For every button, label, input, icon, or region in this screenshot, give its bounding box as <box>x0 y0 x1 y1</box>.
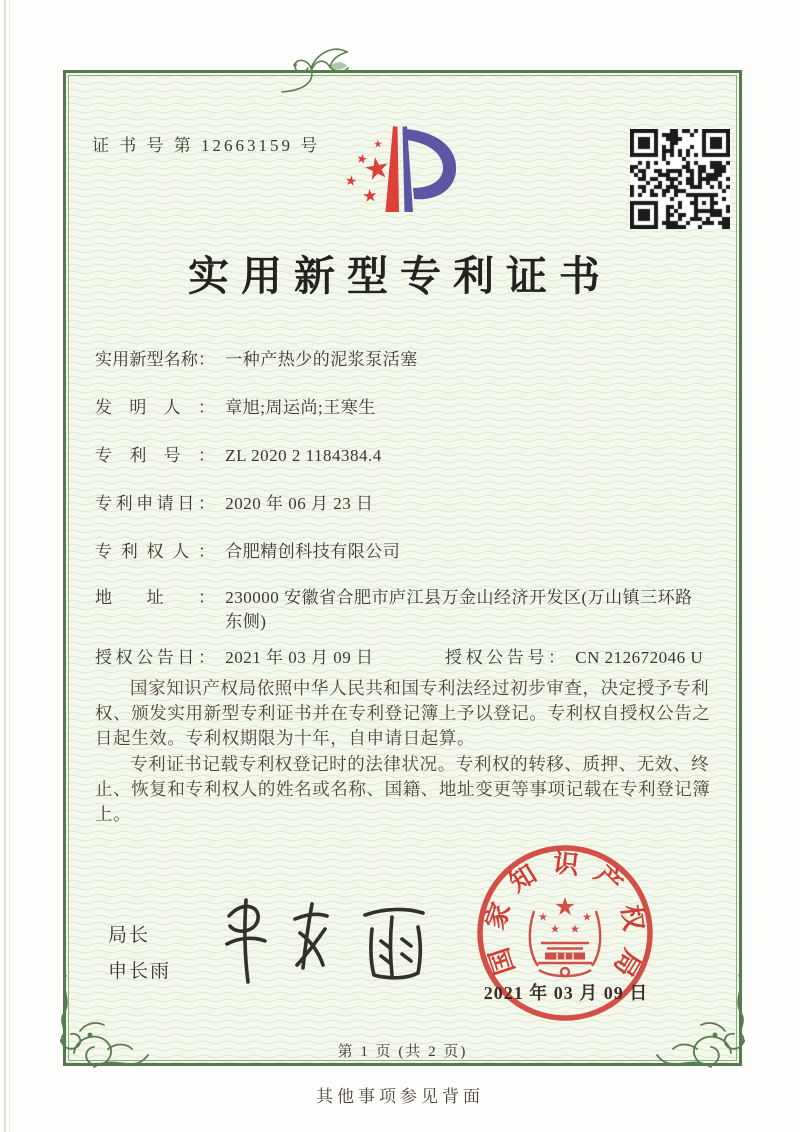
field-value: 2021 年 03 月 09 日 <box>225 648 374 667</box>
field-value: 合肥精创科技有限公司 <box>225 542 401 561</box>
field-grant-number <box>445 646 703 670</box>
field-grant-date <box>95 646 374 670</box>
back-side-note: 其他事项参见背面 <box>316 1087 484 1106</box>
field-address <box>95 586 695 634</box>
certificate-number: 证 书 号 第 12663159 号 <box>92 136 321 155</box>
field-label: 专利权人： <box>95 542 215 561</box>
director-name: 申长雨 <box>108 961 172 982</box>
cnipa-logo-icon <box>328 106 473 243</box>
field-filing-date <box>95 492 374 516</box>
scan-edge-line <box>4 0 6 1132</box>
seal-text: 国家知识产权局 <box>479 848 650 994</box>
field-label: 发明人： <box>95 398 215 417</box>
field-value: 一种产热少的泥浆泵活塞 <box>225 350 418 369</box>
field-label: 专利号： <box>95 446 215 465</box>
field-value: 230000 安徽省合肥市庐江县万金山经济开发区(万山镇三环路东侧) <box>225 588 693 631</box>
field-inventor <box>95 396 376 420</box>
field-value: CN 212672046 U <box>575 648 704 667</box>
field-patentee <box>95 540 400 564</box>
field-label: 授权公告号： <box>445 648 565 667</box>
field-label: 地址： <box>95 588 215 607</box>
field-value: 2020 年 06 月 23 日 <box>225 494 374 513</box>
field-label: 授权公告日： <box>95 648 215 667</box>
national-emblem-icon <box>539 897 592 933</box>
field-value: 章旭;周运尚;王寒生 <box>225 398 376 417</box>
director-title: 局长 <box>108 925 151 946</box>
page-number: 第 1 页 (共 2 页) <box>337 1044 468 1060</box>
field-utility-model-name <box>95 348 418 372</box>
top-border-flourish-icon <box>280 40 350 96</box>
legal-paragraph-2: 专利证书记载专利权登记时的法律状况。专利权的转移、质押、无效、终止、恢复和专利权人的姓名或名称、国籍、地址变更等事项记载在专利登记簿上。 <box>95 754 711 824</box>
field-label: 实用新型名称： <box>95 350 215 369</box>
legal-paragraph-1: 国家知识产权局依照中华人民共和国专利法经过初步审查，决定授予专利权、颁发实用新型专利证书并在专利登记簿上予以登记。专利权自授权公告之日起生效。专利权期限为十年，自申请日起算。 <box>95 678 711 748</box>
field-label: 专利申请日： <box>95 494 215 513</box>
field-patent-number <box>95 444 382 468</box>
seal-date: 2021 年 03 月 09 日 <box>483 983 649 1003</box>
qr-code <box>630 129 730 229</box>
field-value: ZL 2020 2 1184384.4 <box>225 446 382 465</box>
scan-edge-line <box>9 0 10 1132</box>
certificate-title: 实用新型专利证书 <box>188 253 612 299</box>
director-signature-autograph-icon <box>215 886 440 996</box>
